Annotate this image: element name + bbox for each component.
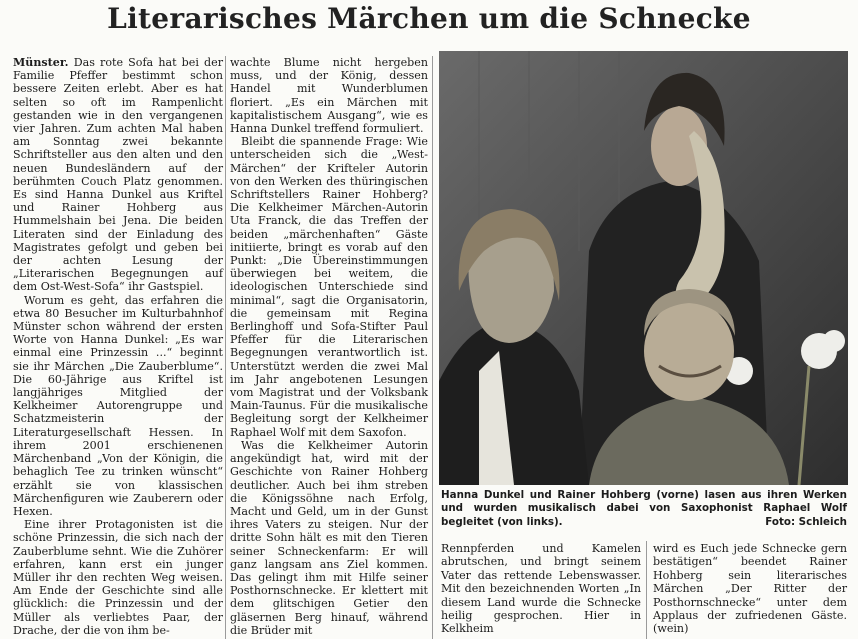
headline: Literarisches Märchen um die Schnecke [107, 2, 751, 35]
column-divider [432, 56, 433, 639]
article-column-2 [230, 56, 428, 637]
paragraph: Worum es geht, das erfahren die etwa 80 Besucher im Kulturbahnhof Münster schon während der ersten Worte von Hanna Dunkel: „Es war einmal eine Prinzessin ...“ beginnt sie ihr Märchen „Die Zauberblume“. Die 60-Jährige aus Kriftel ist langjähriges Mitglied der Kelkheimer Autorengruppe und Schatzmeisterin der Literaturgesellschaft Hessen. In ihrem 2001 erschienenen Märchenband „Von der Königin, die behaglich Tee zu trinken wünscht“ erzählt sie von klassischen Märchenfiguren wie Zauberern oder Hexen. [13, 293, 223, 518]
dateline: Münster. [13, 56, 69, 69]
photo-caption [441, 489, 847, 529]
paragraph: Eine ihrer Protagonisten ist die schöne Prinzessin, die sich nach der Zauberblume sehnt. Wie die Zuhörer erfahren, kann erst ein junger Müller ihr den rechten Weg weisen. Am Ende der Geschichte sind alle glücklich: die Prinzessin und der Müller als verliebtes Paar, der Drache, der die von ihm be- [13, 518, 223, 637]
paragraph-text: Das rote Sofa hat bei der Familie Pfeffer bestimmt schon bessere Zeiten erlebt. Aber es hat selten so oft im Rampenlicht gestanden wie in den vergangenen vier Jahren. Zum achten Mal haben am Sonntag zwei bekannte Schriftsteller aus den alten und den neuen Bundesländern auf der berühmten Couch Platz genommen. Es sind Hanna Dunkel aus Kriftel und Rainer Hohberg aus Hummelshain bei Jena. Die beiden Literaten sind der Einladung des Magistrates gefolgt und geben bei der achten Lesung der „Literarischen Begegnungen auf dem Ost-West-Sofa“ ihr Gastspiel. [13, 56, 223, 294]
column-divider [646, 541, 647, 639]
photo-illustration [439, 51, 848, 485]
article-photo [439, 51, 848, 485]
article-column-1 [13, 56, 223, 639]
paragraph: Bleibt die spannende Frage: Wie unterscheiden sich die „West-Märchen“ der Krifteler Autorin von den Werken des thüringischen Schriftstellers Rainer Hohberg? Die Kelkheimer Märchen-Autorin Uta Franck, die das Treffen der beiden „märchenhaften“ Gäste initiierte, bringt es vorab auf den Punkt: „Die Übereinstimmungen überwiegen bei weitem, die ideologischen Unterschiede sind minimal“, sagt die Organisatorin, die gemeinsam mit Regina Berlinghoff und Sofa-Stifter Paul Pfeffer für die Literarischen Begegnungen verantwortlich ist. Unterstützt werden die zwei Mal im Jahr angebotenen Lesungen vom Magistrat und der Volksbank Main-Taunus. Für die musikalische Begleitung sorgt der Kelkheimer Raphael Wolf mit dem Saxofon. [230, 135, 428, 439]
paragraph: wachte Blume nicht hergeben muss, und der König, dessen Handel mit Wunderblumen floriert. „Es ein Märchen mit kapitalistischem Ausgang“, wie es Hanna Dunkel treffend formuliert. [230, 56, 428, 136]
article-column-3: Rennpferden und Kamelen abrutschen, und bringt seinem Vater das rettende Lebenswasser. Mit den bezeichnenden Worten „In diesem Land wurde die Schnecke heilig gesprochen. Hier in Kelkheim [441, 542, 641, 636]
article-column-4: wird es Euch jede Schnecke gern bestätigen“ beendet Rainer Hohberg sein literarisches Märchen „Der Ritter der Posthornschnecke“ unter dem Applaus der zufriedenen Gäste. (wein) [653, 542, 847, 636]
paragraph [13, 56, 223, 294]
photo-credit: Foto: Schleich [765, 515, 847, 528]
caption-text: Hanna Dunkel und Rainer Hohberg (vorne) lasen aus ihren Werken und wurden musikalisch dabei von Saxophonist Raphael Wolf begleitet (von links). [441, 489, 847, 528]
paragraph: Was die Kelkheimer Autorin angekündigt hat, wird mit der Geschichte von Rainer Hohberg deutlicher. Auch bei ihm streben die Königssöhne nach Erfolg, Macht und Geld, um in der Gunst ihres Vaters zu steigen. Nur der dritte Sohn hält es mit den Tieren seiner Schneckenfarm: Er will ganz langsam ans Ziel kommen. Das gelingt ihm mit Hilfe seiner Posthornschnecke. Er klettert mit dem glitschigen Getier den gläsernen Berg hinauf, während die Brüder mit [230, 438, 428, 637]
column-divider [225, 56, 226, 639]
